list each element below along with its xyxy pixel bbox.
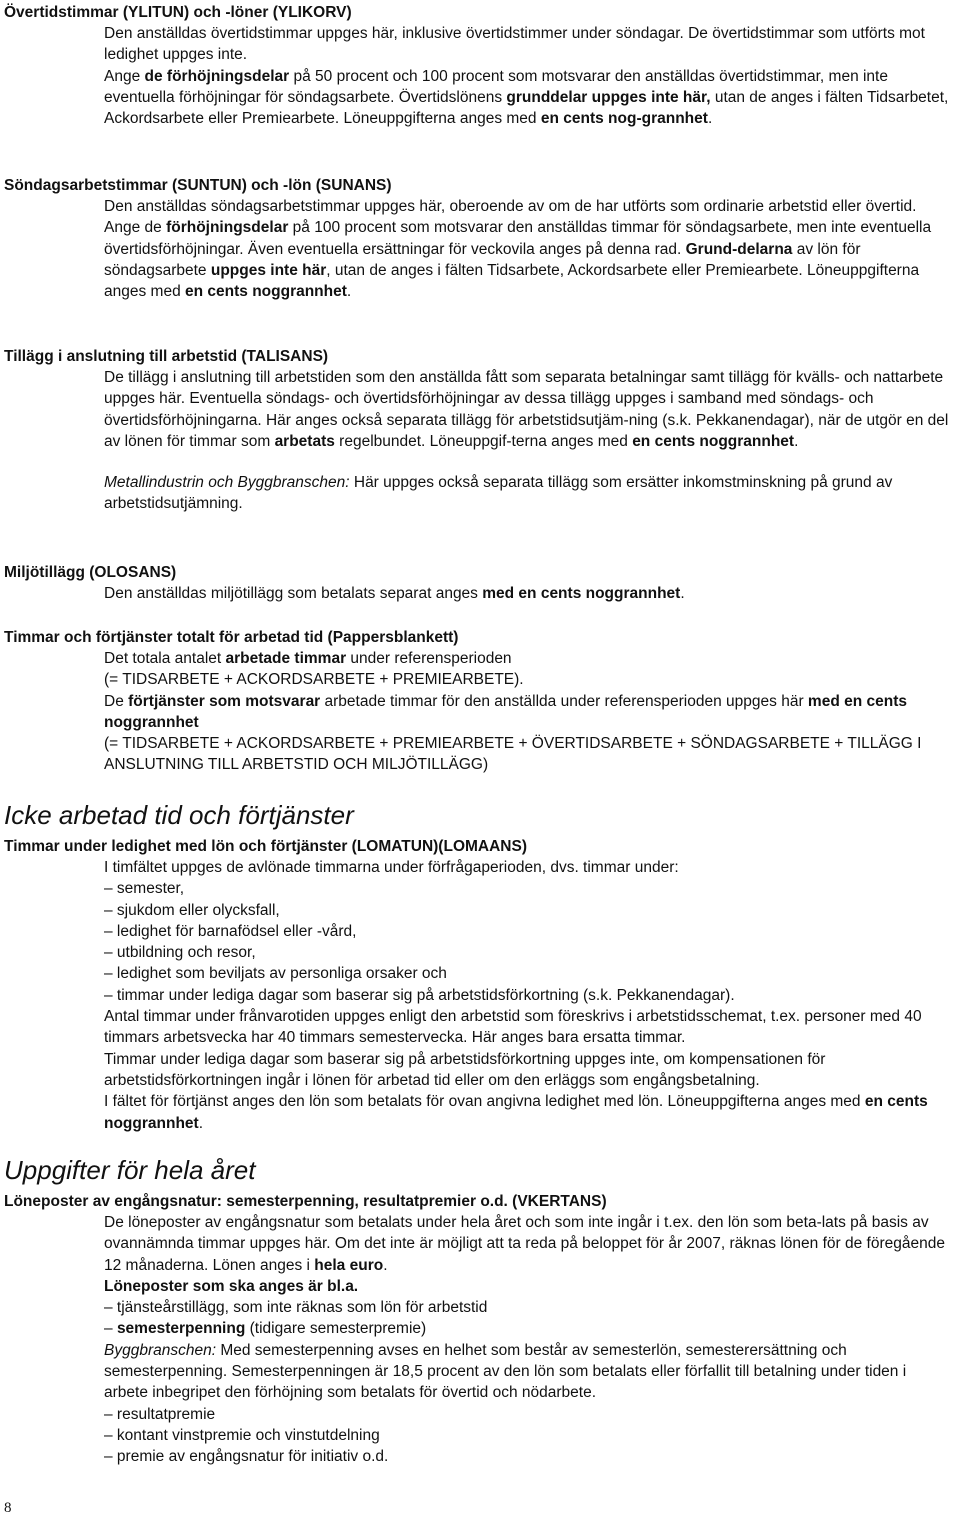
list-item: – semester,	[104, 880, 185, 898]
paragraph: (= TIDSARBETE + ACKORDSARBETE + PREMIEARBETE + ÖVERTIDSARBETE + SÖNDAGSARBETE + TILLÄGG I ANSLUTNING TILL ARBETSTID OCH MILJÖTILLÄGG)	[104, 735, 922, 774]
list-item: – ledighet som beviljats av personliga orsaker och	[104, 965, 447, 983]
paragraph: Ange de förhöjningsdelar på 100 procent som motsvarar den anställdas timmar för söndagsarbete, men inte eventuella övertidsförhöjningar. Även eventuella ersättningar för veckovila anges på denna rad. Grund-delarna av lön för söndagsarbete uppges inte här, utan de anges i fälten Tidsarbete, Ackordsarbete eller Premiearbete. Löneuppgifterna anges med en cents noggrannhet.	[104, 219, 932, 301]
section-ylitun	[4, 2, 954, 129]
paragraph: De löneposter av engångsnatur som betalats under hela året och som inte ingår i t.ex. den lön som beta-lats på basis av ovannämnda timmar uppges här. Om det inte är möjligt att ta reda på beloppet för år 2007, räknas lönen för de föregående 12 månaderna. Lönen anges i hela euro.	[104, 1214, 945, 1274]
paragraph: Antal timmar under frånvarotiden uppges enligt den arbetstid som föreskrivs i arbetstidsschemat, t.ex. personer med 40 timmars arbetsvecka har 40 timmars semestervecka. Här anges bara ersatta timmar.	[104, 1008, 922, 1047]
paragraph: Byggbranschen: Med semesterpenning avses en helhet som består av semesterlön, semesterersättning och semesterpenning. Semesterpenningen är 18,5 procent av den lön som betalats eller förfallit till betalning under tiden i arbete inbegripet den förhöjning som betalats för övertid och nödarbete.	[104, 1341, 907, 1402]
list-item: – timmar under lediga dagar som baserar sig på arbetstidsförkortning (s.k. Pekkanendagar).	[104, 986, 735, 1004]
subheading: Löneposter som ska anges är bl.a.	[104, 1277, 359, 1295]
list-item: – premie av engångsnatur för initiativ o.d.	[104, 1448, 389, 1466]
list-item: – ledighet för barnafödsel eller -vård,	[104, 922, 357, 940]
paragraph: Den anställdas miljötillägg som betalats separat anges med en cents noggrannhet.	[104, 585, 685, 602]
heading-lomatun: Timmar under ledighet med lön och förtjänster (LOMATUN)(LOMAANS)	[4, 838, 527, 855]
list-item: – kontant vinstpremie och vinstutdelning	[104, 1426, 380, 1444]
paragraph: (= TIDSARBETE + ACKORDSARBETE + PREMIEARBETE).	[104, 671, 524, 689]
page-number: 8	[4, 1500, 12, 1516]
section-title-icke-arbetad: Icke arbetad tid och förtjänster	[4, 800, 354, 830]
paragraph: Metallindustrin och Byggbranschen: Här uppges också separata tillägg som ersätter inkomstminskning på grund av arbetstidsutjämning.	[104, 474, 893, 513]
list-item: – utbildning och resor,	[104, 944, 256, 962]
heading-vkertans: Löneposter av engångsnatur: semesterpenning, resultatpremier o.d. (VKERTANS)	[4, 1193, 607, 1210]
paragraph: Det totala antalet arbetade timmar under referensperioden	[104, 650, 512, 667]
section-talisans	[4, 346, 954, 515]
heading-timmar-totalt: Timmar och förtjänster totalt för arbetad tid (Pappersblankett)	[4, 629, 459, 646]
paragraph: Den anställdas övertidstimmar uppges här, inklusive övertidstimmer under söndagar. De övertidstimmar som utförts mot ledighet uppges inte.	[104, 25, 925, 64]
section-icke-arbetad	[4, 800, 954, 1134]
list-item: – tjänsteårstillägg, som inte räknas som lön för arbetstid	[104, 1299, 488, 1317]
paragraph: I fältet för förtjänst anges den lön som betalats för ovan angivna ledighet med lön. Löneuppgifterna anges med en cents noggrannhet.	[104, 1093, 928, 1132]
paragraph: I timfältet uppges de avlönade timmarna under förfrågaperioden, dvs. timmar under:	[104, 859, 679, 876]
section-title-hela-aret: Uppgifter för hela året	[4, 1155, 256, 1185]
heading-talisans: Tillägg i anslutning till arbetstid (TALISANS)	[4, 348, 329, 365]
heading-suntun: Söndagsarbetstimmar (SUNTUN) och -lön (SUNANS)	[4, 177, 392, 194]
section-hela-aret	[4, 1155, 954, 1468]
list-block	[104, 857, 954, 1134]
list-item: – resultatpremie	[104, 1405, 216, 1423]
paragraph: Timmar under lediga dagar som baserar sig på arbetstidsförkortning uppges inte, om kompensationen för arbetstidsförkortningen ingår i lönen för arbetad tid eller om den erläggs som engångsbetalning.	[104, 1050, 826, 1089]
section-olosans	[4, 562, 954, 604]
list-block	[104, 1212, 954, 1468]
paragraph: Den anställdas söndagsarbetstimmar uppges här, oberoende av om de har utförts som ordinarie arbetstid eller övertid.	[104, 198, 917, 215]
paragraph: De förtjänster som motsvarar arbetade timmar för den anställda under referensperioden uppges här med en cents noggrannhet	[104, 692, 907, 731]
heading-olosans: Miljötillägg (OLOSANS)	[4, 564, 177, 581]
section-timmar-totalt	[4, 627, 954, 776]
paragraph: Ange de förhöjningsdelar på 50 procent och 100 procent som motsvarar den anställdas övertidstimmar, men inte eventuella förhöjningar för söndagsarbete. Övertidslönens grunddelar uppges inte här, utan de anges i fälten Tidsarbetet, Ackordsarbete eller Premiearbete. Löneuppgifterna anges med en cents nog-grannhet.	[104, 67, 949, 128]
list-item: – sjukdom eller olycksfall,	[104, 901, 280, 919]
section-suntun	[4, 175, 954, 302]
paragraph: De tillägg i anslutning till arbetstiden som den anställda fått som separata betalningar samt tillägg för kvälls- och nattarbete uppges här. Eventuella söndags- och övertidsförhöjningar av dessa tillägg uppges i samband med söndags- och övertidsförhöjningarna. Här anges också separata tillägg för arbetstidsutjäm-ning (s.k. Pekkanendagar), när de utgör en del av lönen för timmar som arbetats regelbundet. Löneuppgif-terna anges med en cents noggrannhet.	[104, 369, 949, 450]
heading-ylitun: Övertidstimmar (YLITUN) och -löner (YLIKORV)	[4, 4, 352, 21]
list-item: – semesterpenning (tidigare semesterpremie)	[104, 1320, 427, 1338]
